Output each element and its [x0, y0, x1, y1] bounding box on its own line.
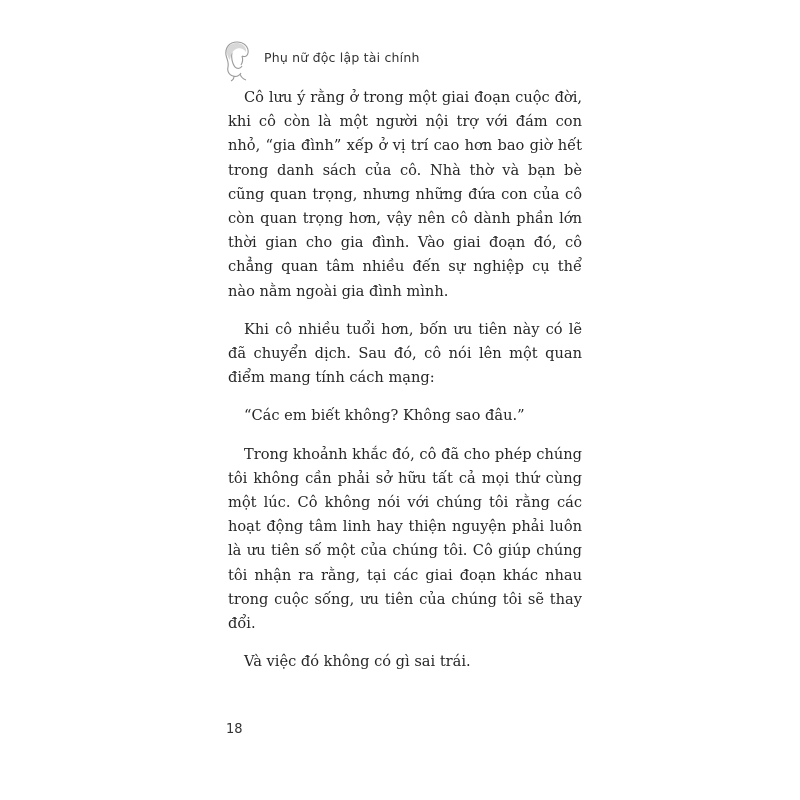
paragraph-5: Và việc đó không có gì sai trái. — [244, 653, 471, 671]
running-header — [220, 36, 420, 84]
page-body — [228, 86, 582, 688]
paragraph-1: Cô lưu ý rằng ở trong một giai đoạn cuộc đời, khi cô còn là một người nội trợ với đám con nhỏ, “gia đình” xếp ở vị trí cao hơn bao giờ hết trong danh sách của cô. Nhà thờ và bạn bè cũng quan trọng, nhưng những đứa con của cô còn quan trọng hơn, vậy nên cô dành phần lớn thời gian cho gia đình. Vào giai đoạn đó, cô chẳng quan tâm nhiều đến sự nghiệp cụ thể nào nằm ngoài gia đình mình. — [228, 89, 582, 300]
paragraph-4: Trong khoảnh khắc đó, cô đã cho phép chúng tôi không cần phải sở hữu tất cả mọi thứ cùng một lúc. Cô không nói với chúng tôi rằng các hoạt động tâm linh hay thiện nguyện phải luôn là ưu tiên số một của chúng tôi. Cô giúp chúng tôi nhận ra rằng, tại các giai đoạn khác nhau trong cuộc sống, ưu tiên của chúng tôi sẽ thay đổi. — [228, 445, 582, 633]
page-number: 18 — [226, 722, 243, 737]
paragraph-2: Khi cô nhiều tuổi hơn, bốn ưu tiên này có lẽ đã chuyển dịch. Sau đó, cô nói lên một quan điểm mang tính cách mạng: — [228, 320, 582, 387]
woman-silhouette-icon — [220, 38, 256, 82]
running-header-title: Phụ nữ độc lập tài chính — [264, 49, 420, 65]
paragraph-quote: “Các em biết không? Không sao đâu.” — [244, 407, 525, 425]
